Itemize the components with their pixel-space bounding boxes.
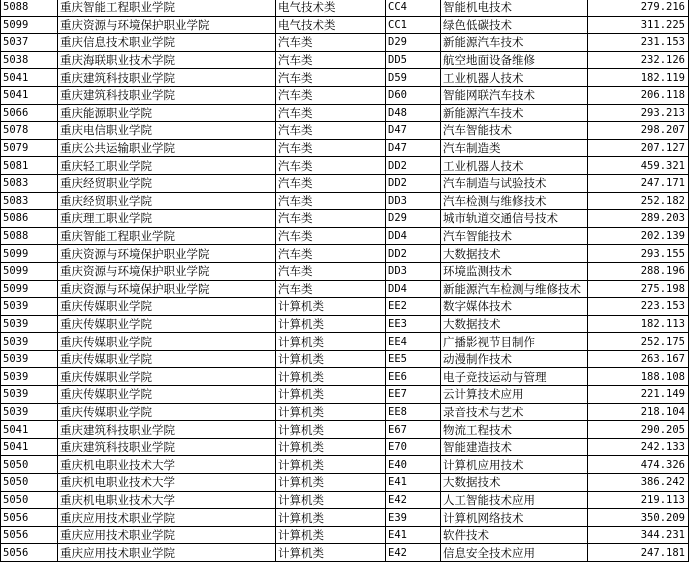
major-name-cell: 航空地面设备维修: [441, 51, 588, 69]
major-name-cell: 智能网联汽车技术: [441, 86, 588, 104]
major-name-cell: 智能建造技术: [441, 438, 588, 456]
major-category-cell: 汽车类: [276, 280, 386, 298]
school-code-cell: 5056: [1, 509, 58, 527]
major-category-cell: 汽车类: [276, 227, 386, 245]
score-cell: 252.182: [588, 192, 689, 210]
school-name-cell: 重庆能源职业学院: [58, 104, 276, 122]
school-code-cell: 5099: [1, 262, 58, 280]
school-name-cell: 重庆信息技术职业学院: [58, 34, 276, 52]
major-name-cell: 信息安全技术应用: [441, 544, 588, 562]
score-cell: 350.209: [588, 509, 689, 527]
table-row: [1, 544, 689, 562]
school-name-cell: 重庆建筑科技职业学院: [58, 69, 276, 87]
major-code-cell: D29: [386, 210, 441, 228]
school-code-cell: 5041: [1, 69, 58, 87]
school-code-cell: 5079: [1, 139, 58, 157]
table-row: [1, 192, 689, 210]
major-name-cell: 大数据技术: [441, 245, 588, 263]
table-row: [1, 526, 689, 544]
major-category-cell: 计算机类: [276, 544, 386, 562]
score-cell: 288.196: [588, 262, 689, 280]
table-row: [1, 491, 689, 509]
major-code-cell: D48: [386, 104, 441, 122]
score-cell: 231.153: [588, 34, 689, 52]
major-category-cell: 计算机类: [276, 403, 386, 421]
major-category-cell: 计算机类: [276, 386, 386, 404]
major-name-cell: 汽车智能技术: [441, 122, 588, 140]
school-code-cell: 5099: [1, 280, 58, 298]
major-code-cell: E67: [386, 421, 441, 439]
school-code-cell: 5039: [1, 333, 58, 351]
school-code-cell: 5081: [1, 157, 58, 175]
school-name-cell: 重庆传媒职业学院: [58, 333, 276, 351]
major-category-cell: 计算机类: [276, 421, 386, 439]
major-code-cell: E40: [386, 456, 441, 474]
school-name-cell: 重庆传媒职业学院: [58, 298, 276, 316]
score-cell: 188.108: [588, 368, 689, 386]
school-name-cell: 重庆资源与环境保护职业学院: [58, 280, 276, 298]
major-category-cell: 计算机类: [276, 456, 386, 474]
score-cell: 206.118: [588, 86, 689, 104]
major-name-cell: 环境监测技术: [441, 262, 588, 280]
school-code-cell: 5056: [1, 544, 58, 562]
major-category-cell: 汽车类: [276, 86, 386, 104]
major-code-cell: EE4: [386, 333, 441, 351]
school-code-cell: 5088: [1, 227, 58, 245]
major-name-cell: 汽车制造与试验技术: [441, 174, 588, 192]
score-cell: 247.181: [588, 544, 689, 562]
major-code-cell: DD3: [386, 262, 441, 280]
major-category-cell: 汽车类: [276, 245, 386, 263]
table-row: [1, 227, 689, 245]
table-row: [1, 86, 689, 104]
school-name-cell: 重庆资源与环境保护职业学院: [58, 245, 276, 263]
major-category-cell: 汽车类: [276, 192, 386, 210]
table-row: [1, 350, 689, 368]
major-name-cell: 新能源汽车检测与维修技术: [441, 280, 588, 298]
major-code-cell: EE6: [386, 368, 441, 386]
table-row: [1, 122, 689, 140]
major-name-cell: 绿色低碳技术: [441, 16, 588, 34]
school-code-cell: 5099: [1, 16, 58, 34]
score-cell: 218.104: [588, 403, 689, 421]
score-cell: 290.205: [588, 421, 689, 439]
table-row: [1, 139, 689, 157]
major-category-cell: 汽车类: [276, 34, 386, 52]
major-code-cell: D59: [386, 69, 441, 87]
table-row: [1, 51, 689, 69]
school-name-cell: 重庆理工职业学院: [58, 210, 276, 228]
school-name-cell: 重庆应用技术职业学院: [58, 509, 276, 527]
score-cell: 279.216: [588, 0, 689, 16]
school-name-cell: 重庆经贸职业学院: [58, 192, 276, 210]
table-row: [1, 298, 689, 316]
school-name-cell: 重庆传媒职业学院: [58, 350, 276, 368]
score-cell: 386.242: [588, 474, 689, 492]
major-name-cell: 物流工程技术: [441, 421, 588, 439]
major-category-cell: 汽车类: [276, 262, 386, 280]
major-category-cell: 计算机类: [276, 350, 386, 368]
major-name-cell: 汽车制造类: [441, 139, 588, 157]
table-row: [1, 368, 689, 386]
major-category-cell: 电气技术类: [276, 0, 386, 16]
score-cell: 298.207: [588, 122, 689, 140]
table-row: [1, 421, 689, 439]
school-code-cell: 5037: [1, 34, 58, 52]
table-row: [1, 0, 689, 16]
table-row: [1, 245, 689, 263]
score-cell: 263.167: [588, 350, 689, 368]
table-row: [1, 157, 689, 175]
school-code-cell: 5039: [1, 403, 58, 421]
major-code-cell: DD3: [386, 192, 441, 210]
major-code-cell: DD2: [386, 245, 441, 263]
table-row: [1, 16, 689, 34]
major-code-cell: EE3: [386, 315, 441, 333]
major-name-cell: 软件技术: [441, 526, 588, 544]
score-cell: 275.198: [588, 280, 689, 298]
major-code-cell: E42: [386, 544, 441, 562]
school-name-cell: 重庆传媒职业学院: [58, 368, 276, 386]
table-row: [1, 403, 689, 421]
score-cell: 232.126: [588, 51, 689, 69]
school-name-cell: 重庆传媒职业学院: [58, 386, 276, 404]
school-name-cell: 重庆建筑科技职业学院: [58, 421, 276, 439]
school-code-cell: 5039: [1, 368, 58, 386]
major-category-cell: 汽车类: [276, 122, 386, 140]
major-name-cell: 大数据技术: [441, 474, 588, 492]
school-code-cell: 5050: [1, 474, 58, 492]
score-cell: 247.171: [588, 174, 689, 192]
major-category-cell: 汽车类: [276, 69, 386, 87]
school-name-cell: 重庆轻工职业学院: [58, 157, 276, 175]
school-name-cell: 重庆电信职业学院: [58, 122, 276, 140]
major-category-cell: 计算机类: [276, 368, 386, 386]
score-cell: 344.231: [588, 526, 689, 544]
score-cell: 219.113: [588, 491, 689, 509]
major-name-cell: 汽车检测与维修技术: [441, 192, 588, 210]
major-category-cell: 计算机类: [276, 491, 386, 509]
major-code-cell: D29: [386, 34, 441, 52]
major-code-cell: D60: [386, 86, 441, 104]
score-cell: 182.119: [588, 69, 689, 87]
score-cell: 293.213: [588, 104, 689, 122]
school-name-cell: 重庆建筑科技职业学院: [58, 438, 276, 456]
major-category-cell: 计算机类: [276, 438, 386, 456]
table-row: [1, 210, 689, 228]
major-category-cell: 计算机类: [276, 298, 386, 316]
school-code-cell: 5039: [1, 386, 58, 404]
table-row: [1, 69, 689, 87]
school-code-cell: 5039: [1, 298, 58, 316]
major-code-cell: DD2: [386, 174, 441, 192]
school-name-cell: 重庆海联职业技术学院: [58, 51, 276, 69]
major-category-cell: 计算机类: [276, 474, 386, 492]
school-code-cell: 5050: [1, 456, 58, 474]
major-category-cell: 计算机类: [276, 333, 386, 351]
major-name-cell: 人工智能技术应用: [441, 491, 588, 509]
major-category-cell: 汽车类: [276, 157, 386, 175]
major-code-cell: DD4: [386, 227, 441, 245]
school-name-cell: 重庆机电职业技术大学: [58, 474, 276, 492]
major-category-cell: 计算机类: [276, 526, 386, 544]
school-name-cell: 重庆建筑科技职业学院: [58, 86, 276, 104]
school-code-cell: 5083: [1, 174, 58, 192]
table-row: [1, 456, 689, 474]
major-category-cell: 计算机类: [276, 509, 386, 527]
major-code-cell: DD5: [386, 51, 441, 69]
major-code-cell: EE2: [386, 298, 441, 316]
table-row: [1, 315, 689, 333]
school-code-cell: 5078: [1, 122, 58, 140]
school-name-cell: 重庆公共运输职业学院: [58, 139, 276, 157]
major-name-cell: 汽车智能技术: [441, 227, 588, 245]
school-code-cell: 5041: [1, 421, 58, 439]
school-code-cell: 5041: [1, 86, 58, 104]
major-code-cell: EE8: [386, 403, 441, 421]
major-name-cell: 计算机网络技术: [441, 509, 588, 527]
major-category-cell: 汽车类: [276, 174, 386, 192]
school-name-cell: 重庆智能工程职业学院: [58, 0, 276, 16]
school-name-cell: 重庆传媒职业学院: [58, 315, 276, 333]
major-category-cell: 计算机类: [276, 315, 386, 333]
major-name-cell: 计算机应用技术: [441, 456, 588, 474]
score-cell: 221.149: [588, 386, 689, 404]
school-code-cell: 5039: [1, 350, 58, 368]
school-code-cell: 5038: [1, 51, 58, 69]
table-row: [1, 34, 689, 52]
major-name-cell: 新能源汽车技术: [441, 34, 588, 52]
major-name-cell: 动漫制作技术: [441, 350, 588, 368]
school-code-cell: 5086: [1, 210, 58, 228]
school-code-cell: 5041: [1, 438, 58, 456]
major-code-cell: E41: [386, 474, 441, 492]
major-name-cell: 工业机器人技术: [441, 157, 588, 175]
table-row: [1, 280, 689, 298]
major-name-cell: 城市轨道交通信号技术: [441, 210, 588, 228]
school-name-cell: 重庆经贸职业学院: [58, 174, 276, 192]
major-category-cell: 汽车类: [276, 139, 386, 157]
school-name-cell: 重庆应用技术职业学院: [58, 544, 276, 562]
major-code-cell: DD2: [386, 157, 441, 175]
score-cell: 202.139: [588, 227, 689, 245]
school-name-cell: 重庆资源与环境保护职业学院: [58, 262, 276, 280]
school-name-cell: 重庆资源与环境保护职业学院: [58, 16, 276, 34]
score-cell: 252.175: [588, 333, 689, 351]
score-cell: 207.127: [588, 139, 689, 157]
major-code-cell: D47: [386, 122, 441, 140]
major-category-cell: 汽车类: [276, 104, 386, 122]
score-cell: 459.321: [588, 157, 689, 175]
school-name-cell: 重庆传媒职业学院: [58, 403, 276, 421]
major-code-cell: EE5: [386, 350, 441, 368]
major-code-cell: E41: [386, 526, 441, 544]
table-row: [1, 333, 689, 351]
score-cell: 242.133: [588, 438, 689, 456]
major-code-cell: E42: [386, 491, 441, 509]
school-code-cell: 5066: [1, 104, 58, 122]
major-category-cell: 汽车类: [276, 51, 386, 69]
major-name-cell: 电子竞技运动与管理: [441, 368, 588, 386]
school-code-cell: 5083: [1, 192, 58, 210]
table-row: [1, 262, 689, 280]
school-code-cell: 5088: [1, 0, 58, 16]
table-row: [1, 438, 689, 456]
table-row: [1, 509, 689, 527]
table-row: [1, 474, 689, 492]
table-row: [1, 386, 689, 404]
table-row: [1, 174, 689, 192]
score-cell: 474.326: [588, 456, 689, 474]
major-code-cell: DD4: [386, 280, 441, 298]
major-name-cell: 大数据技术: [441, 315, 588, 333]
score-cell: 311.225: [588, 16, 689, 34]
major-name-cell: 数字媒体技术: [441, 298, 588, 316]
major-code-cell: E39: [386, 509, 441, 527]
major-name-cell: 广播影视节目制作: [441, 333, 588, 351]
major-name-cell: 工业机器人技术: [441, 69, 588, 87]
major-name-cell: 云计算技术应用: [441, 386, 588, 404]
school-name-cell: 重庆机电职业技术大学: [58, 491, 276, 509]
major-category-cell: 电气技术类: [276, 16, 386, 34]
major-name-cell: 新能源汽车技术: [441, 104, 588, 122]
school-name-cell: 重庆智能工程职业学院: [58, 227, 276, 245]
table-body: [1, 0, 689, 562]
major-category-cell: 汽车类: [276, 210, 386, 228]
score-cell: 293.155: [588, 245, 689, 263]
major-name-cell: 智能机电技术: [441, 0, 588, 16]
major-code-cell: CC4: [386, 0, 441, 16]
school-code-cell: 5099: [1, 245, 58, 263]
major-code-cell: EE7: [386, 386, 441, 404]
school-code-cell: 5039: [1, 315, 58, 333]
major-name-cell: 录音技术与艺术: [441, 403, 588, 421]
major-code-cell: D47: [386, 139, 441, 157]
school-name-cell: 重庆机电职业技术大学: [58, 456, 276, 474]
table-row: [1, 104, 689, 122]
score-cell: 289.203: [588, 210, 689, 228]
major-code-cell: CC1: [386, 16, 441, 34]
major-code-cell: E70: [386, 438, 441, 456]
school-code-cell: 5050: [1, 491, 58, 509]
score-cell: 223.153: [588, 298, 689, 316]
score-cell: 182.113: [588, 315, 689, 333]
school-code-cell: 5056: [1, 526, 58, 544]
school-name-cell: 重庆应用技术职业学院: [58, 526, 276, 544]
